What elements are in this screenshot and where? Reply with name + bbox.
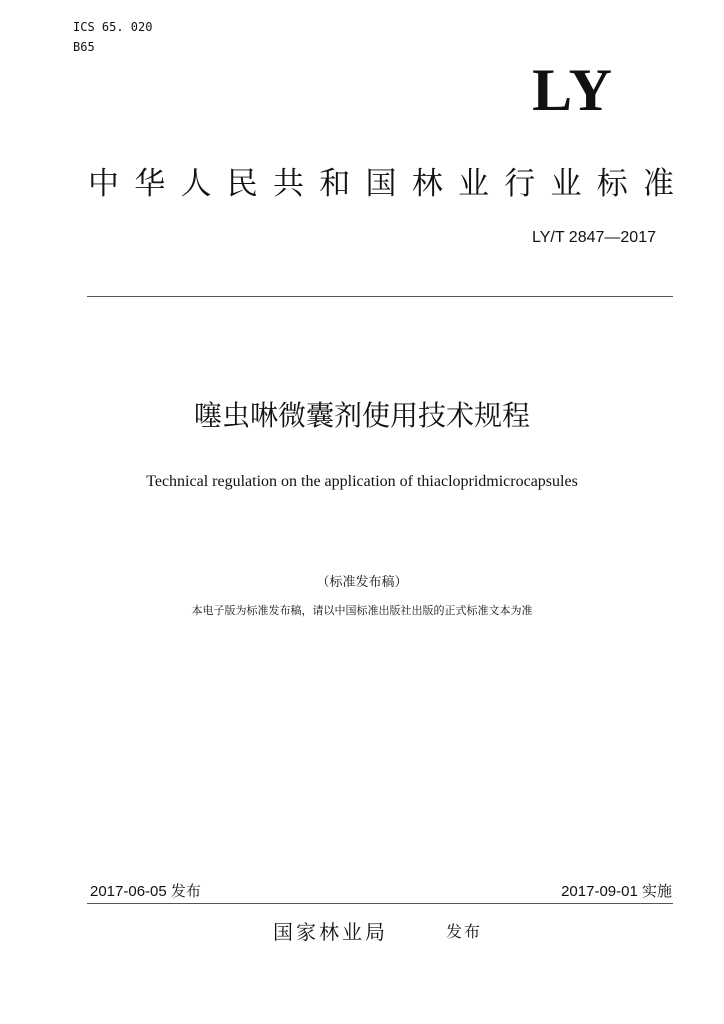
- document-title-english: Technical regulation on the application of thiaclopridmicrocapsules: [146, 473, 578, 490]
- classification-code: B65: [73, 40, 95, 54]
- footer-divider: [87, 903, 673, 904]
- standard-mark: LY: [532, 57, 614, 123]
- implementation-date: 2017-09-01 实施: [561, 883, 672, 900]
- industry-standard-title: 中华人民共和国林业行业标准: [88, 166, 674, 202]
- issue-date: 2017-06-05 发布: [90, 883, 201, 900]
- publish-label: 发布: [446, 922, 483, 941]
- edition-note: 本电子版为标准发布稿，请以中国标准出版社出版的正式标准文本为准: [191, 604, 533, 617]
- document-title-chinese: 噻虫啉微囊剂使用技术规程: [193, 399, 530, 432]
- ics-code: ICS 65. 020: [73, 20, 153, 34]
- header-divider: [87, 296, 673, 297]
- standard-number: LY/T 2847—2017: [532, 229, 656, 246]
- draft-status: （标准发布稿）: [316, 575, 408, 590]
- publisher-name: 国家林业局: [273, 920, 388, 944]
